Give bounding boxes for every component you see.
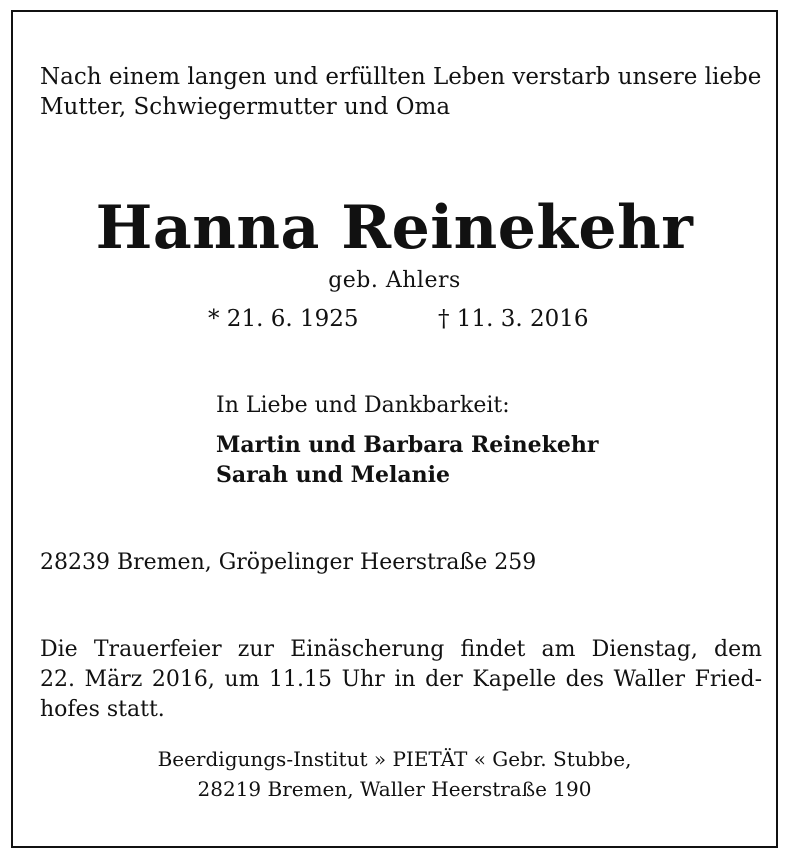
- service-announcement: [40, 635, 762, 725]
- funeral-institute-name: Beerdigungs-Institut » PIETÄT « Gebr. Stubbe,: [157, 747, 632, 771]
- mourners-intro: In Liebe und Dankbarkeit:: [216, 393, 510, 418]
- birth-date: * 21. 6. 1925: [208, 306, 359, 332]
- mourners-line-2: Sarah und Melanie: [216, 462, 450, 488]
- intro-line-1: Nach einem langen und erfüllten Leben verstarb unsere liebe: [40, 64, 762, 90]
- service-line-1: Die Trauerfeier zur Einäscherung findet am Dienstag, dem: [40, 637, 762, 662]
- intro-line-2: Mutter, Schwiegermutter und Oma: [40, 94, 451, 120]
- obituary-notice: [11, 10, 778, 848]
- family-address: 28239 Bremen, Gröpelinger Heerstraße 259: [40, 550, 537, 575]
- mourners-line-1: Martin und Barbara Reinekehr: [216, 432, 599, 458]
- funeral-institute-address: 28219 Bremen, Waller Heerstraße 190: [197, 777, 592, 801]
- death-date: † 11. 3. 2016: [438, 306, 589, 332]
- deceased-name: Hanna Reinekehr: [95, 193, 694, 263]
- service-line-2: 22. März 2016, um 11.15 Uhr in der Kapelle des Waller Fried-: [40, 667, 762, 692]
- service-line-3: hofes statt.: [40, 697, 165, 722]
- maiden-name: geb. Ahlers: [328, 268, 461, 293]
